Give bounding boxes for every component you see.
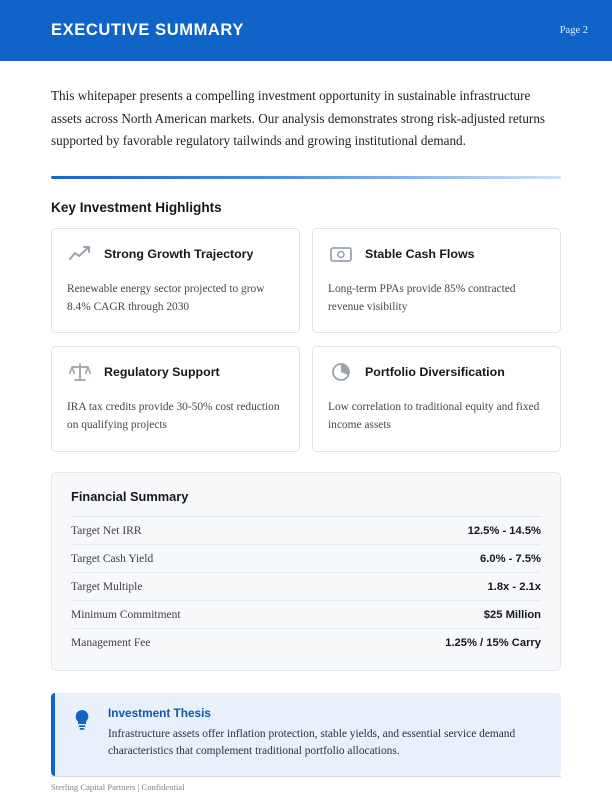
lightbulb-icon [69, 706, 95, 761]
gradient-divider [51, 176, 561, 179]
page-header [0, 0, 612, 61]
card-title: Portfolio Diversification [365, 365, 505, 380]
trending-up-icon [67, 243, 93, 265]
section-title-highlights: Key Investment Highlights [51, 200, 222, 216]
card-header [67, 361, 284, 383]
highlight-card [51, 346, 300, 451]
scales-icon [67, 361, 93, 383]
intro-paragraph: This whitepaper presents a compelling investment opportunity in sustainable infrastructure assets across North American markets. Our analysis demonstrates strong risk-adjusted returns supported by favorable regulatory tailwinds and growing institutional demand. [51, 88, 546, 149]
row-value: 6.0% - 7.5% [480, 552, 541, 565]
row-value: 12.5% - 14.5% [467, 524, 541, 537]
highlight-card-grid [51, 228, 561, 452]
card-header [328, 361, 545, 383]
investment-thesis-callout [51, 693, 561, 776]
card-header [328, 243, 545, 265]
card-text: Low correlation to traditional equity and fixed income assets [328, 401, 540, 432]
row-value: $25 Million [483, 608, 541, 621]
table-row [71, 629, 541, 656]
card-header [67, 243, 284, 265]
card-text: Long-term PPAs provide 85% contracted revenue visibility [328, 283, 516, 313]
thesis-body [108, 706, 545, 761]
financial-summary-title: Financial Summary [71, 489, 541, 517]
row-label: Target Multiple [71, 580, 143, 593]
row-value: 1.25% / 15% Carry [445, 636, 541, 649]
row-label: Target Net IRR [71, 524, 142, 537]
page-footer: Sterling Capital Partners | Confidential [51, 776, 561, 792]
table-row [71, 573, 541, 601]
pie-chart-icon [328, 361, 354, 383]
page-number: Page 2 [559, 25, 588, 36]
highlight-card [51, 228, 300, 333]
card-title: Stable Cash Flows [365, 247, 475, 262]
card-text: Renewable energy sector projected to grow 8.4% CAGR through 2030 [67, 283, 265, 313]
financial-summary-panel [51, 472, 561, 671]
thesis-text: Infrastructure assets offer inflation protection, stable yields, and essential service demand characteristics that complement traditional portfolio allocations. [108, 727, 516, 758]
row-label: Target Cash Yield [71, 552, 154, 565]
page-body [0, 85, 612, 776]
row-value: 1.8x - 2.1x [487, 580, 541, 593]
table-row [71, 545, 541, 573]
thesis-title: Investment Thesis [108, 705, 211, 720]
cash-flow-icon [328, 243, 354, 265]
highlight-card [312, 346, 561, 451]
table-row [71, 517, 541, 545]
row-label: Management Fee [71, 636, 151, 649]
row-label: Minimum Commitment [71, 608, 181, 621]
page-title: EXECUTIVE SUMMARY [51, 21, 244, 39]
card-text: IRA tax credits provide 30-50% cost reduction on qualifying projects [67, 401, 280, 432]
highlight-card [312, 228, 561, 333]
card-title: Regulatory Support [104, 365, 220, 380]
card-title: Strong Growth Trajectory [104, 247, 254, 262]
table-row [71, 601, 541, 629]
